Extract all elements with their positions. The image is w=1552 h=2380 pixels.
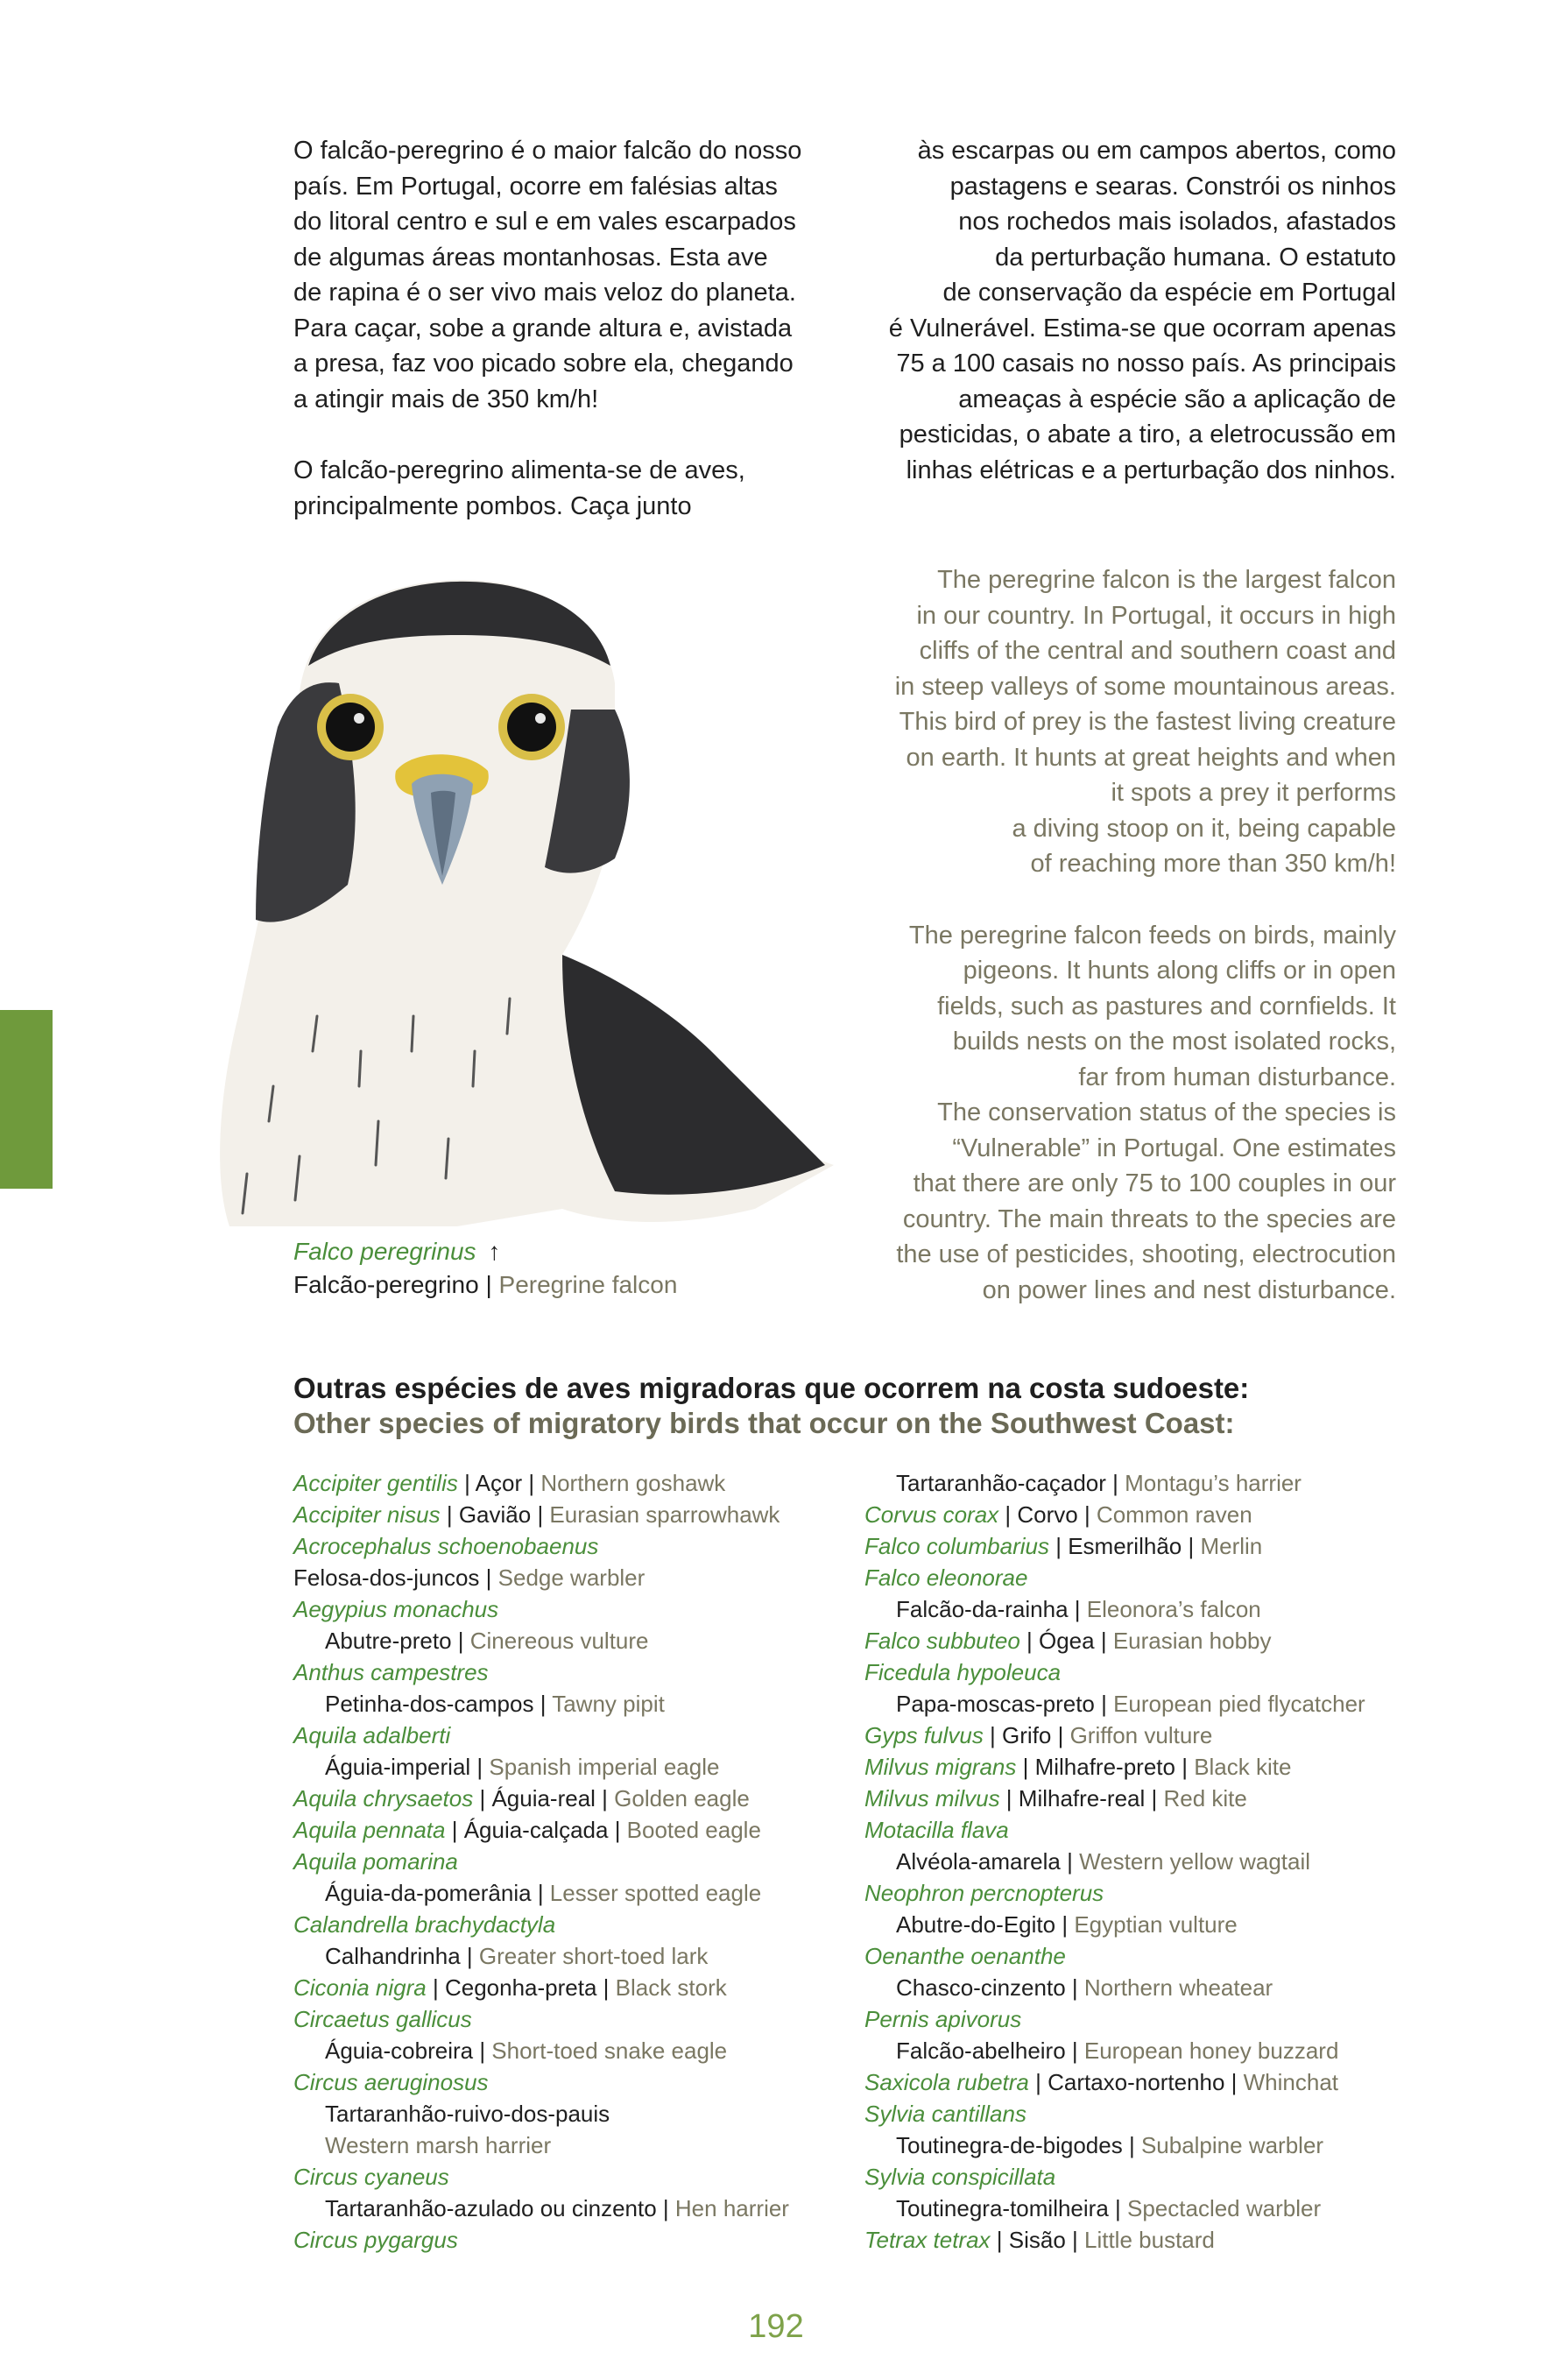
text-line: do litoral centro e sul e em vales escarpados [293,208,796,236]
paragraph [293,133,836,417]
section-heading [293,1371,1249,1441]
species-entry [293,2066,836,2098]
text-line: fields, such as pastures and cornfields. It [937,992,1396,1021]
species-entry [293,1846,836,1877]
english-name: Short-toed snake eagle [491,2037,728,2064]
text-line: cliffs of the central and southern coast and [919,637,1396,665]
text-line: a atingir mais de 350 km/h! [293,385,599,413]
text-line: de rapina é o ser vivo mais veloz do planeta. [293,279,796,307]
separator: | [1048,1533,1069,1559]
scientific-name: Anthus campestres [293,1659,489,1685]
portuguese-name: Cartaxo-nortenho [1048,2069,1225,2095]
species-entry [864,1562,1478,1593]
portuguese-name: Águia-cobreira [325,2037,474,2064]
english-name: European pied flycatcher [1113,1691,1365,1717]
species-entry [864,1467,1478,1499]
portuguese-name: Papa-moscas-preto [896,1691,1095,1717]
english-name: Cinereous vulture [469,1628,649,1654]
species-entry [293,1593,836,1625]
species-entry [293,1562,836,1593]
separator: | [470,1754,490,1780]
arrow-up-icon: ↑ [488,1238,501,1265]
separator: | [451,1628,470,1654]
scientific-name: Accipiter nisus [293,1501,441,1528]
english-name: Golden eagle [614,1785,750,1811]
english-name: Northern wheatear [1083,1974,1273,2001]
text-line: de conservação da espécie em Portugal [942,279,1396,307]
text-line: The peregrine falcon feeds on birds, mainly [908,921,1396,950]
portuguese-name: Esmerilhão [1068,1533,1182,1559]
scientific-name: Oenanthe oenanthe [864,1943,1066,1969]
portuguese-name: Açor [475,1470,523,1496]
portuguese-name: Falcão-da-rainha [896,1596,1069,1622]
text-line: de algumas áreas montanhosas. Esta ave [293,243,768,272]
scientific-name: Ficedula hypoleuca [864,1659,1062,1685]
species-entry [864,1783,1478,1814]
separator: | [595,1785,615,1811]
portuguese-name: Chasco-cinzento [896,1974,1066,2001]
portuguese-name: Milhafre-preto [1034,1754,1175,1780]
scientific-name: Falco subbuteo [864,1628,1020,1654]
species-entry [864,2066,1478,2098]
separator: | [479,1564,498,1591]
text-line: da perturbação humana. O estatuto [995,243,1396,272]
portuguese-name: Águia-imperial [325,1754,471,1780]
species-entry [293,2098,836,2129]
english-name: Eurasian hobby [1112,1628,1272,1654]
species-entry [864,1720,1478,1751]
english-name: Spanish imperial eagle [489,1754,720,1780]
species-list-left [293,1467,836,2256]
text-line: O falcão-peregrino alimenta-se de aves, [293,456,745,484]
text-line: ameaças à espécie são a aplicação de [958,385,1396,413]
peregrine-falcon-illustration [194,561,834,1226]
species-entry [293,1972,836,2003]
species-entry [864,1751,1478,1783]
paragraph [841,133,1396,488]
separator: | [531,1880,550,1906]
scientific-name: Milvus milvus [864,1785,1000,1811]
scientific-name: Circus aeruginosus [293,2069,489,2095]
separator: | [1122,2132,1141,2158]
text-line: The conservation status of the species is [937,1098,1396,1126]
species-entry [864,1940,1478,1972]
text-line: on power lines and nest disturbance. [982,1275,1396,1304]
separator: | [1065,2037,1084,2064]
scientific-name: Tetrax tetrax [864,2227,991,2253]
separator: | [990,2227,1009,2253]
species-entry [864,1909,1478,1940]
section-tab [0,1010,53,1189]
text-line: pastagens e searas. Constrói os ninhos [949,172,1396,201]
text-line: nos rochedos mais isolados, afastados [958,208,1396,236]
separator: | [1016,1754,1035,1780]
separator: | [1105,1470,1125,1496]
separator: | [522,1470,541,1496]
caption-en-name: Peregrine falcon [498,1271,678,1298]
species-entry [864,2224,1478,2256]
separator: | [1108,2195,1127,2221]
species-entry [293,1751,836,1783]
text-line: pesticidas, o abate a tiro, a eletrocussão em [899,420,1396,448]
scientific-name: Sylvia conspicillata [864,2164,1056,2190]
separator: | [596,1974,616,2001]
english-name: Common raven [1096,1501,1252,1528]
english-name: Western marsh harrier [325,2132,552,2158]
english-name: Booted eagle [626,1817,761,1843]
text-line: O falcão-peregrino é o maior falcão do nosso [293,137,802,165]
species-entry [864,1530,1478,1562]
english-name: Greater short-toed lark [478,1943,709,1969]
english-name: Spectacled warbler [1127,2195,1322,2221]
heading-pt: Outras espécies de aves migradoras que ocorrem na costa sudoeste: [293,1372,1250,1404]
text-line: The peregrine falcon is the largest falcon [937,566,1396,594]
portuguese-name: Tartaranhão-ruivo-dos-pauis [325,2101,610,2127]
separator: | [1060,1848,1080,1875]
portuguese-name: Calhandrinha [325,1943,461,1969]
species-entry [864,1846,1478,1877]
separator: | [1094,1628,1113,1654]
portuguese-name: Tartaranhão-azulado ou cinzento [325,2195,657,2221]
scientific-name: Aquila adalberti [293,1722,451,1748]
text-line: 75 a 100 casais no nosso país. As principais [896,350,1396,378]
species-entry [864,1656,1478,1688]
scientific-name: Aegypius monachus [293,1596,499,1622]
separator: | [983,1722,1003,1748]
species-entry [293,1720,836,1751]
species-entry [293,2129,836,2161]
scientific-name: Acrocephalus schoenobaenus [293,1533,599,1559]
english-name: Black kite [1194,1754,1292,1780]
scientific-name: Sylvia cantillans [864,2101,1026,2127]
portuguese-name: Águia-calçada [463,1817,609,1843]
species-entry [864,2193,1478,2224]
separator: | [1065,2227,1084,2253]
text-line: that there are only 75 to 100 couples in our [913,1169,1396,1197]
text-line: a presa, faz voo picado sobre ela, chegando [293,350,794,378]
text-line: é Vulnerável. Estima-se que ocorram apenas [888,314,1396,343]
species-entry [864,2035,1478,2066]
heading-en: Other species of migratory birds that occur on the Southwest Coast: [293,1407,1235,1439]
portuguese-name: Tartaranhão-caçador [896,1470,1106,1496]
portuguese-name: Águia-real [491,1785,596,1811]
text-line: on earth. It hunts at great heights and when [906,743,1396,772]
english-name: Black stork [615,1974,727,2001]
separator: | [1055,1911,1075,1938]
portuguese-name: Sisão [1008,2227,1066,2253]
species-entry [864,1625,1478,1656]
text-line: the use of pesticides, shooting, electrocution [896,1240,1396,1268]
illustration-caption: Falco peregrinus ↑ Falcão-peregrino | Peregrine falcon [293,1238,678,1298]
species-entry [864,1499,1478,1530]
text-line: pigeons. It hunts along cliffs or in open [963,957,1396,985]
portuguese-name: Felosa-dos-juncos [293,1564,480,1591]
species-entry [293,1783,836,1814]
species-entry [293,1814,836,1846]
species-entry [864,1688,1478,1720]
scientific-name: Saxicola rubetra [864,2069,1029,2095]
separator: | [656,2195,675,2221]
text-line: “Vulnerable” in Portugal. One estimates [952,1134,1396,1162]
scientific-name: Gyps fulvus [864,1722,984,1748]
species-entry [293,2224,836,2256]
separator: | [445,1817,464,1843]
separator: | [457,1470,476,1496]
english-name: Whinchat [1243,2069,1339,2095]
species-entry [293,2003,836,2035]
scientific-name: Aquila pomarina [293,1848,458,1875]
pt-text-left [293,133,836,560]
portuguese-name: Gavião [458,1501,532,1528]
text-line: far from human disturbance. [1078,1063,1396,1091]
paragraph [293,453,836,524]
scientific-name: Corvus corax [864,1501,999,1528]
separator: | [608,1817,627,1843]
separator: | [531,1501,550,1528]
separator: | [1175,1754,1195,1780]
pt-text-right [841,133,1396,524]
separator: | [1224,2069,1244,2095]
species-entry [864,2129,1478,2161]
text-line: builds nests on the most isolated rocks, [952,1028,1396,1056]
separator: | [1068,1596,1087,1622]
text-line: in our country. In Portugal, it occurs in high [916,601,1396,630]
scientific-name: Calandrella brachydactyla [293,1911,556,1938]
separator: | [1065,1974,1084,2001]
species-entry [864,2003,1478,2035]
separator: | [1182,1533,1201,1559]
english-name: Merlin [1200,1533,1263,1559]
species-entry [864,2098,1478,2129]
separator: | [1094,1691,1114,1717]
english-name: Egyptian vulture [1074,1911,1238,1938]
text-line: às escarpas ou em campos abertos, como [917,137,1396,165]
separator: | [1145,1785,1164,1811]
species-entry [293,2193,836,2224]
english-name: Lesser spotted eagle [549,1880,762,1906]
text-line: it spots a prey it performs [1111,779,1396,807]
species-list-right [864,1467,1478,2256]
text-line: principalmente pombos. Caça junto [293,491,692,520]
species-entry [293,1909,836,1940]
scientific-name: Falco eleonorae [864,1564,1028,1591]
english-name: Griffon vulture [1069,1722,1213,1748]
portuguese-name: Águia-da-pomerânia [325,1880,532,1906]
scientific-name: Circus cyaneus [293,2164,449,2190]
portuguese-name: Toutinegra-tomilheira [896,2195,1109,2221]
scientific-name: Neophron percnopterus [864,1880,1104,1906]
scientific-name: Circus pygargus [293,2227,458,2253]
portuguese-name: Grifo [1002,1722,1052,1748]
scientific-name: Circaetus gallicus [293,2006,472,2032]
separator: | [533,1691,553,1717]
species-entry [293,1656,836,1688]
portuguese-name: Abutre-do-Egito [896,1911,1056,1938]
page-number: 192 [748,2308,804,2345]
separator: | [473,2037,492,2064]
portuguese-name: Petinha-dos-campos [325,1691,534,1717]
english-name: Tawny pipit [552,1691,665,1717]
species-entry [293,1467,836,1499]
species-entry [293,1940,836,1972]
text-line: a diving stoop on it, being capable [1012,814,1396,843]
species-entry [293,1625,836,1656]
portuguese-name: Falcão-abelheiro [896,2037,1066,2064]
english-name: Montagu’s harrier [1125,1470,1302,1496]
species-entry [293,1877,836,1909]
species-entry [293,1688,836,1720]
text-line: linhas elétricas e a perturbação dos ninhos. [906,456,1396,484]
caption-scientific-name: Falco peregrinus [293,1238,476,1265]
species-entry [864,1877,1478,1909]
separator: | [1019,1628,1039,1654]
species-entry [864,1972,1478,2003]
portuguese-name: Ógea [1039,1628,1095,1654]
english-name: Little bustard [1084,2227,1215,2253]
english-name: Subalpine warbler [1140,2132,1324,2158]
separator: | [460,1943,479,1969]
separator: | [998,1501,1018,1528]
english-name: Eleonora’s falcon [1086,1596,1261,1622]
separator: | [1051,1722,1070,1748]
text-line: país. Em Portugal, ocorre em falésias altas [293,172,778,201]
paragraph [841,918,1396,1309]
english-name: Sedge warbler [497,1564,645,1591]
english-name: Western yellow wagtail [1079,1848,1311,1875]
scientific-name: Motacilla flava [864,1817,1009,1843]
portuguese-name: Corvo [1017,1501,1078,1528]
species-entry [293,2035,836,2066]
text-line: in steep valleys of some mountainous areas. [894,672,1396,701]
english-name: Red kite [1163,1785,1247,1811]
text-line: of reaching more than 350 km/h! [1030,850,1396,878]
scientific-name: Ciconia nigra [293,1974,427,2001]
scientific-name: Accipiter gentilis [293,1470,458,1496]
separator: | [999,1785,1019,1811]
portuguese-name: Alvéola-amarela [896,1848,1061,1875]
scientific-name: Aquila chrysaetos [293,1785,474,1811]
separator: | [440,1501,459,1528]
text-line: This bird of prey is the fastest living creature [899,708,1396,736]
text-line: Para caçar, sobe a grande altura e, avistada [293,314,793,343]
portuguese-name: Abutre-preto [325,1628,452,1654]
english-name: Northern goshawk [540,1470,726,1496]
text-line: country. The main threats to the species are [902,1204,1396,1233]
scientific-name: Pernis apivorus [864,2006,1022,2032]
portuguese-name: Milhafre-real [1018,1785,1146,1811]
scientific-name: Aquila pennata [293,1817,446,1843]
portuguese-name: Cegonha-preta [444,1974,597,2001]
separator: | [473,1785,492,1811]
scientific-name: Falco columbarius [864,1533,1049,1559]
paragraph [841,562,1396,882]
english-name: Hen harrier [674,2195,789,2221]
species-entry [864,1814,1478,1846]
separator: | [1028,2069,1048,2095]
caption-pt-name: Falcão-peregrino [293,1271,479,1298]
separator: | [426,1974,445,2001]
english-name: Eurasian sparrowhawk [549,1501,780,1528]
species-entry [293,2161,836,2193]
portuguese-name: Toutinegra-de-bigodes [896,2132,1123,2158]
en-text [841,562,1396,1344]
scientific-name: Milvus migrans [864,1754,1017,1780]
species-entry [864,1593,1478,1625]
english-name: European honey buzzard [1083,2037,1339,2064]
species-entry [864,2161,1478,2193]
separator: | [1077,1501,1097,1528]
species-entry [293,1499,836,1530]
species-entry [293,1530,836,1562]
